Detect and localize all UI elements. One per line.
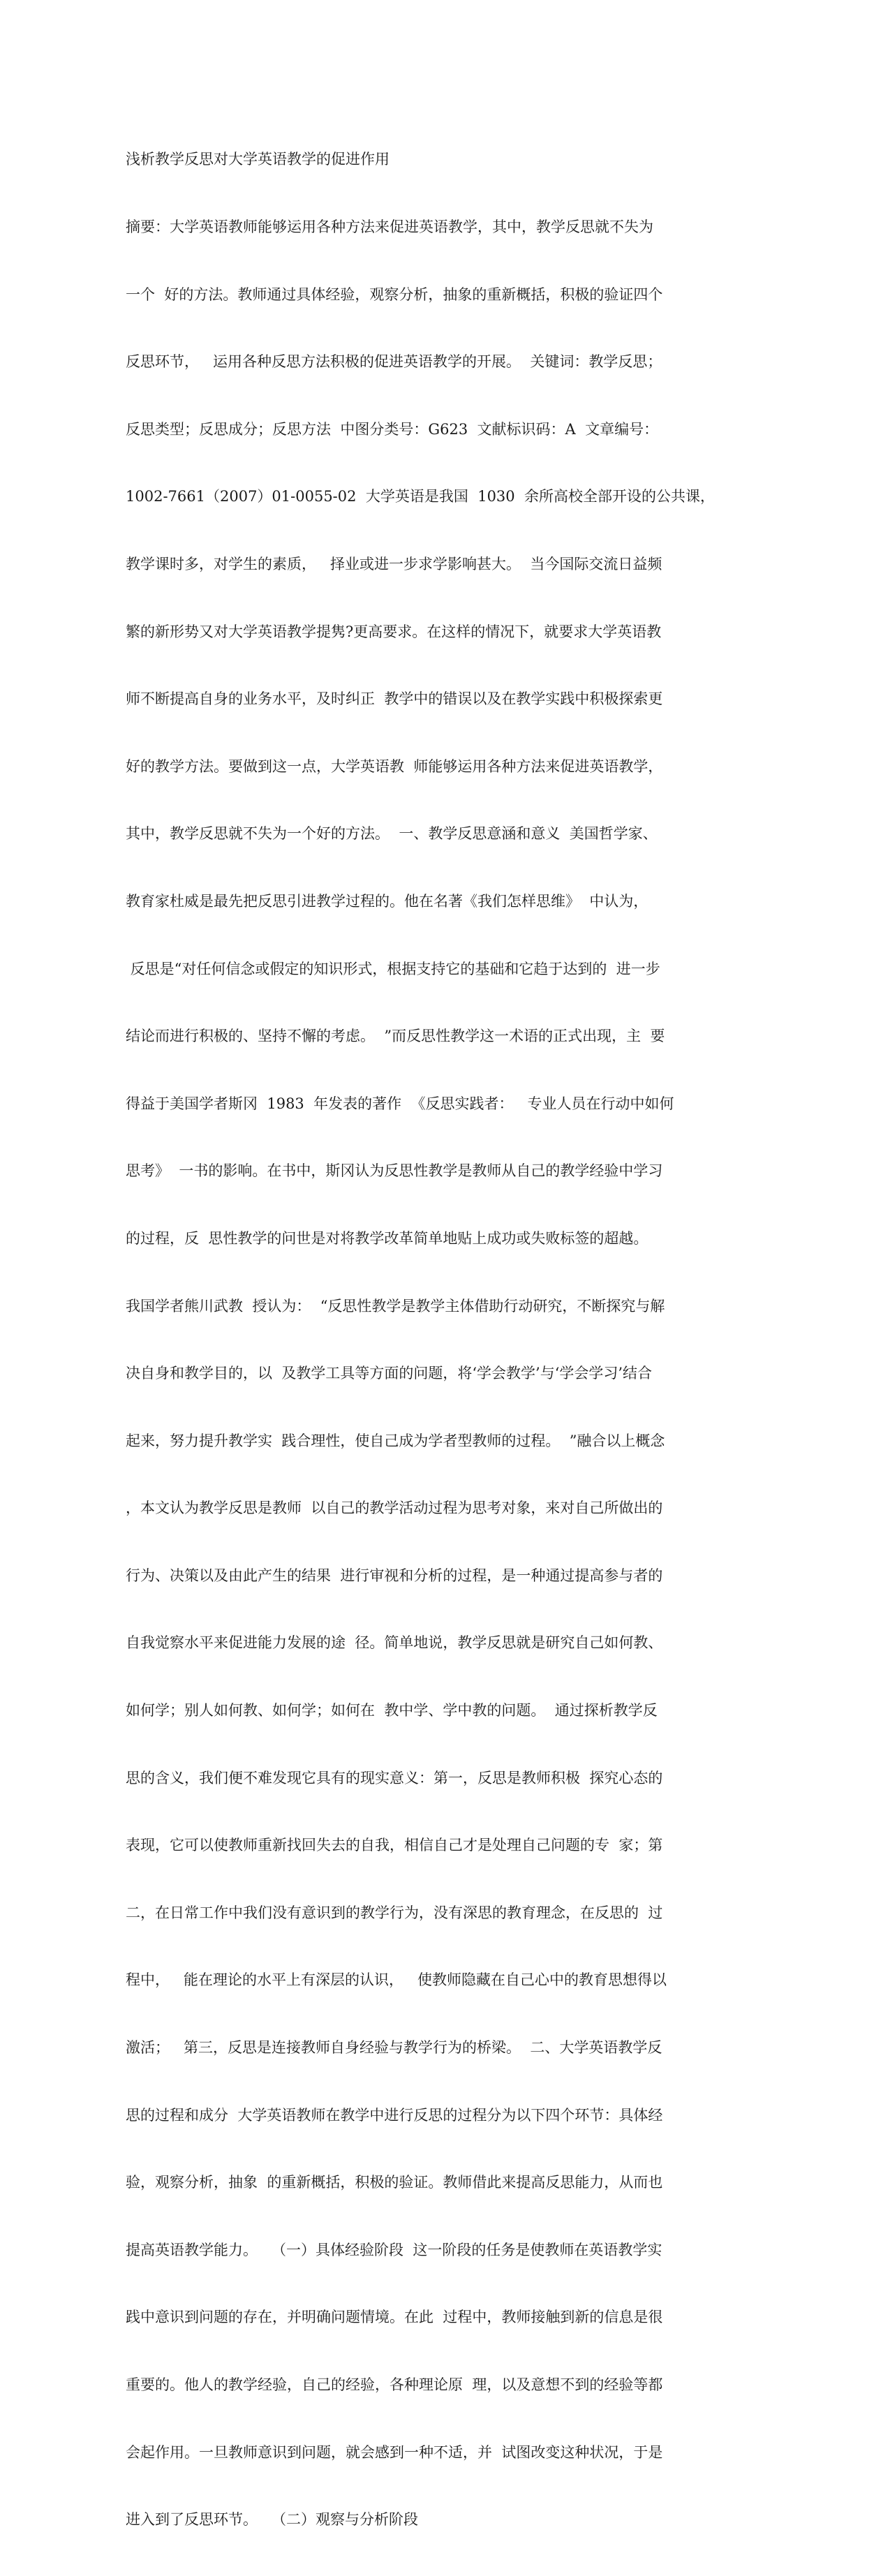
body-line: 行为、决策以及由此产生的结果 进行审视和分析的过程，是一种通过提高参与者的 [126, 1567, 663, 1584]
body-line: 结论而进行积极的、坚持不懈的考虑。 ”而反思性教学这一术语的正式出现，主 要 [126, 1028, 665, 1045]
body-line: 教育家杜威是最先把反思引进教学过程的。他在名著《我们怎样思维》 中认为， [126, 892, 648, 910]
body-line: 自我觉察水平来促进能力发展的途 径。简单地说，教学反思就是研究自己如何教、 [126, 1634, 663, 1652]
body-line: 程中， 能在理论的水平上有深层的认识， 使教师隐藏在自己心中的教育思想得以 [126, 1971, 667, 1989]
body-line: 起来，努力提升教学实 践合理性，使自己成为学者型教师的过程。 ”融合以上概念 [126, 1432, 665, 1449]
body-line: 思的过程和成分 大学英语教师在教学中进行反思的过程分为以下四个环节：具体经 [126, 2106, 663, 2124]
body-line: 思的含义，我们便不难发现它具有的现实意义：第一，反思是教师积极 探究心态的 [126, 1769, 663, 1786]
body-line: 1002-7661（2007）01-0055-02 大学英语是我国 1030 余所高校全部开设的公共课， [126, 488, 715, 505]
document-body [126, 103, 754, 2576]
body-line: 反思环节， 运用各种反思方法积极的促进英语教学的开展。 关键词：教学反思； [126, 353, 662, 371]
body-line: 决自身和教学目的，以 及教学工具等方面的问题，将‘学会教学’与‘学会学习’结合 [126, 1365, 653, 1382]
body-line: 好的教学方法。要做到这一点，大学英语教 师能够运用各种方法来促进英语教学， [126, 757, 663, 775]
body-line: 进入到了反思环节。 （二）观察与分析阶段 [126, 2511, 419, 2529]
body-line: 一个 好的方法。教师通过具体经验，观察分析，抽象的重新概括，积极的验证四个 [126, 286, 663, 303]
body-line: 践中意识到问题的存在，并明确问题情境。在此 过程中，教师接触到新的信息是很 [126, 2309, 663, 2326]
body-line: 师不断提高自身的业务水平，及时纠正 教学中的错误以及在教学实践中积极探索更 [126, 690, 663, 708]
body-line: 我国学者熊川武教 授认为： “反思性教学是教学主体借助行动研究，不断探究与解 [126, 1297, 665, 1315]
body-line: 反思是“对任何信念或假定的知识形式，根据支持它的基础和它趋于达到的 进一步 [126, 960, 660, 977]
document-title: 浅析教学反思对大学英语教学的促进作用 [126, 151, 390, 168]
body-line: 重要的。他人的教学经验，自己的经验，各种理论原 理，以及意想不到的经验等都 [126, 2376, 663, 2393]
body-line: 反思类型；反思成分；反思方法 中图分类号：G623 文献标识码：A 文章编号： [126, 420, 659, 438]
body-line: 会起作用。一旦教师意识到问题，就会感到一种不适，并 试图改变这种状况，于是 [126, 2443, 663, 2461]
body-line: 验，观察分析，抽象 的重新概括，积极的验证。教师借此来提高反思能力，从而也 [126, 2174, 663, 2191]
body-line: 摘要：大学英语教师能够运用各种方法来促进英语教学，其中，教学反思就不失为 [126, 219, 653, 235]
body-line: 二，在日常工作中我们没有意识到的教学行为，没有深思的教育理念，在反思的 过 [126, 1904, 663, 1921]
body-line: 表现，它可以使教师重新找回失去的自我，相信自己才是处理自己问题的专 家；第 [126, 1837, 663, 1854]
body-line: 其中，教学反思就不失为一个好的方法。 一、教学反思意涵和意义 美国哲学家、 [126, 825, 658, 843]
body-line: ，本文认为教学反思是教师 以自己的教学活动过程为思考对象，来对自己所做出的 [126, 1500, 663, 1517]
body-line: 如何学；别人如何教、如何学；如何在 教中学、学中教的问题。 通过探析教学反 [126, 1702, 658, 1719]
body-line: 教学课时多，对学生的素质， 择业或进一步求学影响甚大。 当今国际交流日益频 [126, 555, 662, 572]
body-line: 的过程，反 思性教学的问世是对将教学改革简单地贴上成功或失败标签的超越。 [126, 1229, 648, 1247]
body-line: 思考》 一书的影响。在书中，斯冈认为反思性教学是教师从自己的教学经验中学习 [126, 1162, 663, 1180]
body-line: 繁的新形势又对大学英语教学提隽?更高要求。在这样的情况下，就要求大学英语教 [126, 623, 662, 640]
body-line: 激活； 第三，反思是连接教师自身经验与教学行为的桥梁。 二、大学英语教学反 [126, 2039, 662, 2057]
body-line: 得益于美国学者斯冈 1983 年发表的著作 《反思实践者： 专业人员在行动中如何 [126, 1095, 674, 1112]
body-line: 提高英语教学能力。 （一）具体经验阶段 这一阶段的任务是使教师在英语教学实 [126, 2241, 662, 2258]
